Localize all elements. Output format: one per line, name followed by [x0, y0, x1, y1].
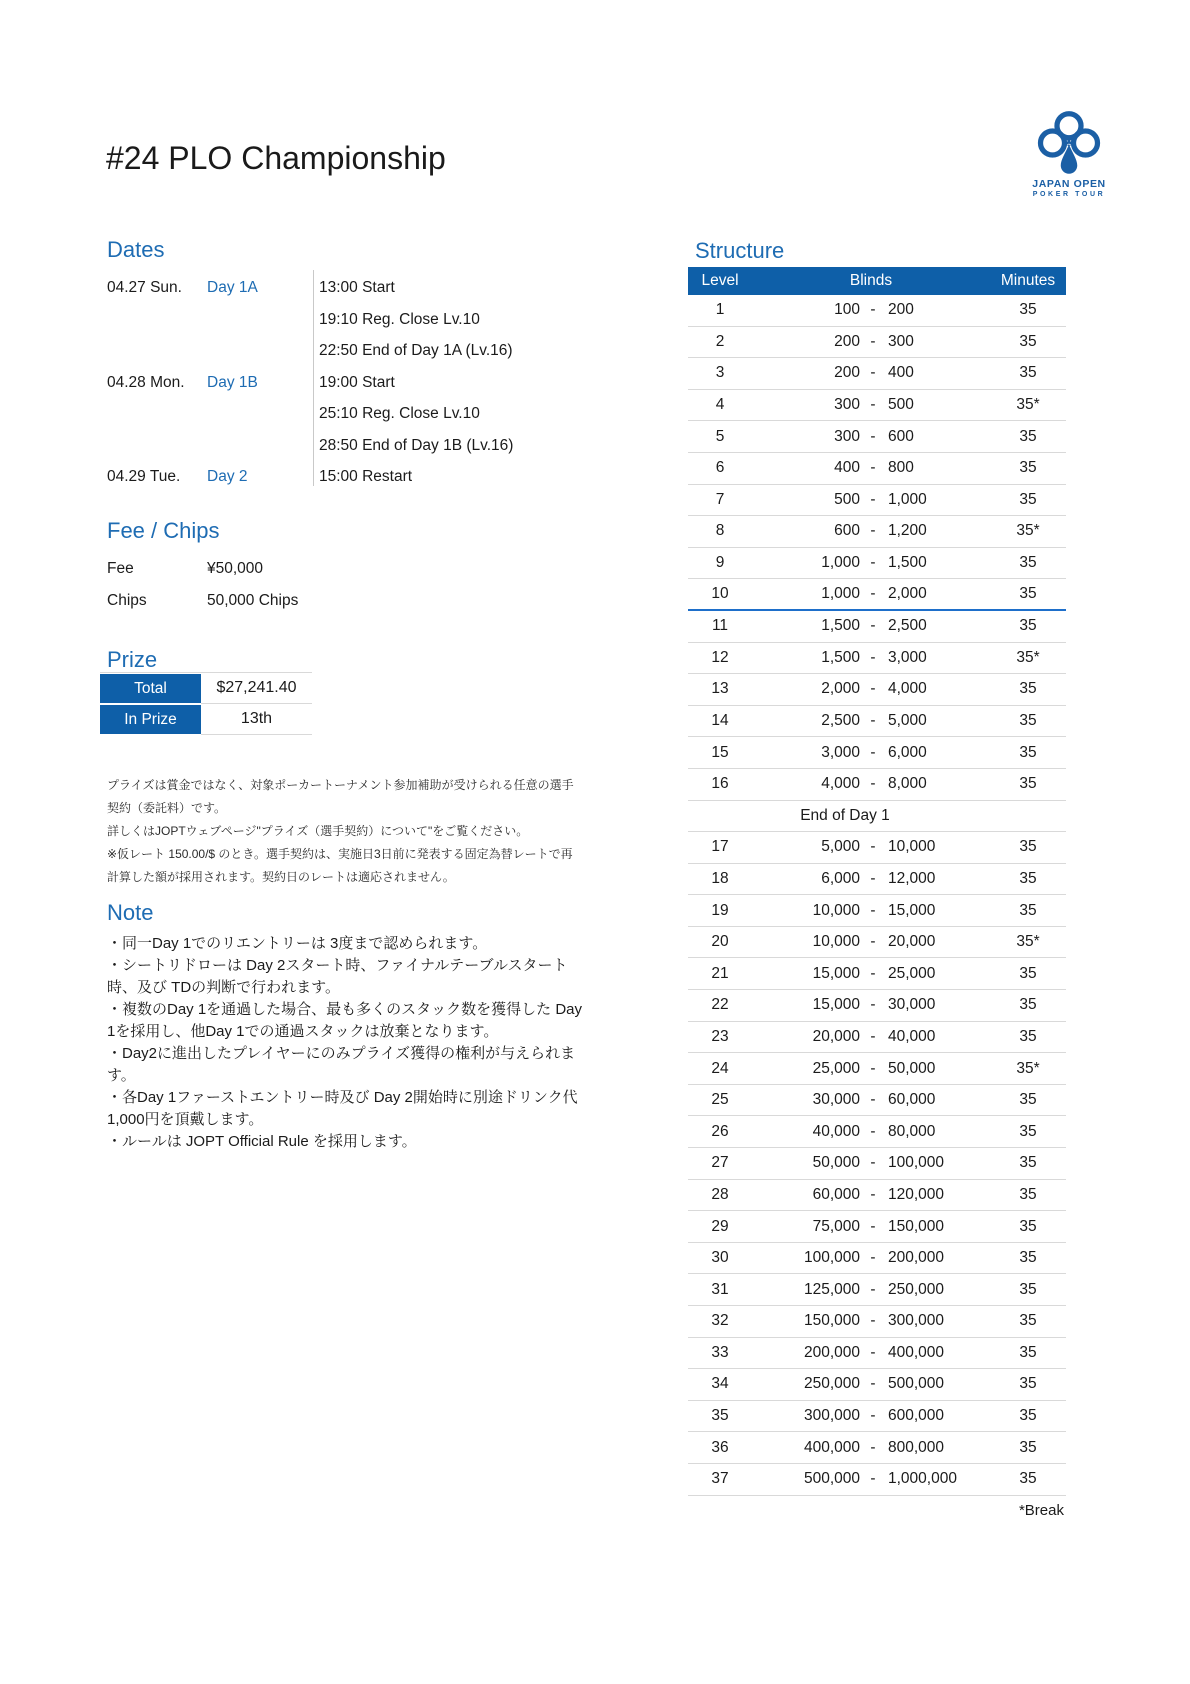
prize-value: 13th — [201, 704, 312, 735]
blind-separator: - — [870, 1217, 876, 1235]
blind-separator: - — [870, 838, 876, 856]
big-blind-cell: 200 — [888, 301, 914, 319]
level-cell: 27 — [711, 1154, 729, 1172]
prize-note-line: 詳しくはJOPTウェブページ"プライズ（選手契約）について"をご覧ください。 — [107, 824, 529, 838]
blind-separator: - — [870, 617, 876, 635]
structure-row — [688, 1274, 1066, 1306]
note-item: ・シートリドローは Day 2スタート時、ファイナルテーブルスタート時、及び TDの判断で行われます。 — [107, 957, 568, 996]
prize-value: $27,241.40 — [201, 673, 312, 704]
blind-separator: - — [870, 712, 876, 730]
structure-row — [688, 769, 1066, 801]
structure-row — [688, 1180, 1066, 1212]
minutes-cell: 35* — [1016, 396, 1040, 414]
times-cell — [313, 461, 412, 493]
big-blind-cell: 800 — [888, 459, 914, 477]
dates-section — [100, 238, 580, 493]
fee-value: ¥50,000 — [207, 560, 264, 577]
structure-row — [688, 516, 1066, 548]
small-blind-cell: 10,000 — [812, 933, 860, 951]
minutes-cell: 35 — [1019, 427, 1037, 445]
small-blind-cell: 4,000 — [821, 775, 860, 793]
blind-separator: - — [870, 1438, 876, 1456]
big-blind-cell: 12,000 — [888, 869, 936, 887]
level-cell: 36 — [711, 1438, 729, 1456]
structure-row — [688, 1243, 1066, 1275]
page-title: #24 PLO Championship — [106, 140, 446, 176]
minutes-cell: 35 — [1019, 680, 1037, 698]
small-blind-cell: 250,000 — [803, 1375, 860, 1393]
level-cell: 11 — [711, 617, 729, 635]
minutes-cell: 35 — [1019, 712, 1037, 730]
structure-row — [688, 1211, 1066, 1243]
level-cell: 35 — [711, 1407, 729, 1425]
prize-label: Total — [100, 674, 201, 703]
structure-row — [688, 1022, 1066, 1054]
jopt-logo — [1024, 110, 1114, 198]
minutes-cell: 35 — [1019, 1407, 1037, 1425]
level-cell: 18 — [711, 869, 729, 887]
big-blind-cell: 40,000 — [888, 1027, 936, 1045]
big-blind-cell: 400 — [888, 364, 914, 382]
blind-separator: - — [870, 490, 876, 508]
minutes-cell: 35 — [1019, 1217, 1037, 1235]
blind-separator: - — [870, 554, 876, 572]
structure-row — [688, 832, 1066, 864]
day-label: Day 1B — [207, 373, 258, 391]
big-blind-cell: 1,000,000 — [888, 1470, 957, 1488]
structure-row — [688, 579, 1066, 611]
structure-row — [688, 1401, 1066, 1433]
big-blind-cell: 4,000 — [888, 680, 927, 698]
big-blind-cell: 10,000 — [888, 838, 936, 856]
small-blind-cell: 60,000 — [812, 1185, 860, 1203]
level-cell: 15 — [711, 743, 729, 761]
structure-row — [688, 1369, 1066, 1401]
small-blind-cell: 125,000 — [803, 1280, 860, 1298]
structure-row — [688, 990, 1066, 1022]
minutes-cell: 35 — [1019, 364, 1037, 382]
blind-separator: - — [870, 743, 876, 761]
blind-separator: - — [870, 396, 876, 414]
blind-separator: - — [870, 1122, 876, 1140]
minutes-cell: 35 — [1019, 554, 1037, 572]
blind-separator: - — [870, 1185, 876, 1203]
small-blind-cell: 600 — [834, 522, 860, 540]
big-blind-cell: 500,000 — [888, 1375, 945, 1393]
level-cell: 33 — [711, 1343, 729, 1361]
level-cell: 21 — [711, 964, 729, 982]
time-line: 13:00 Start — [319, 279, 395, 296]
big-blind-cell: 600,000 — [888, 1407, 945, 1425]
blind-separator: - — [870, 1059, 876, 1077]
note-item: ・各Day 1ファーストエントリー時及び Day 2開始時に別途ドリンク代 1,000円を頂戴します。 — [107, 1089, 578, 1128]
blind-separator: - — [870, 427, 876, 445]
prize-section — [100, 648, 580, 735]
small-blind-cell: 2,500 — [821, 712, 860, 730]
level-cell: 4 — [715, 396, 725, 414]
minutes-cell: 35 — [1019, 1249, 1037, 1267]
big-blind-cell: 800,000 — [888, 1438, 945, 1456]
minutes-cell: 35 — [1019, 1470, 1037, 1488]
level-cell: 5 — [715, 427, 725, 445]
minutes-cell: 35 — [1019, 490, 1037, 508]
structure-table-header — [688, 267, 1066, 295]
structure-row — [688, 453, 1066, 485]
minutes-cell: 35 — [1019, 1185, 1037, 1203]
dates-heading: Dates — [107, 237, 165, 262]
big-blind-cell: 300,000 — [888, 1312, 945, 1330]
big-blind-cell: 1,000 — [888, 490, 927, 508]
structure-row — [688, 548, 1066, 580]
prize-note-line: プライズは賞金ではなく、対象ポーカートーナメント参加補助が受けられる任意の選手契約（委託料）です。 — [107, 778, 574, 815]
blind-separator: - — [870, 1343, 876, 1361]
structure-row — [688, 864, 1066, 896]
minutes-cell: 35 — [1019, 301, 1037, 319]
blind-separator: - — [870, 1091, 876, 1109]
small-blind-cell: 200,000 — [803, 1343, 860, 1361]
logo-text-line1: JAPAN OPEN — [1032, 178, 1106, 190]
minutes-column-header: Minutes — [1000, 272, 1056, 289]
club-logo-icon — [1031, 110, 1107, 176]
minutes-cell: 35* — [1016, 933, 1040, 951]
big-blind-cell: 2,000 — [888, 585, 927, 603]
level-cell: 22 — [711, 996, 729, 1014]
blind-separator: - — [870, 901, 876, 919]
big-blind-cell: 60,000 — [888, 1091, 936, 1109]
level-cell: 20 — [711, 933, 729, 951]
time-line: 22:50 End of Day 1A (Lv.16) — [319, 342, 513, 359]
small-blind-cell: 1,000 — [821, 554, 860, 572]
small-blind-cell: 15,000 — [812, 996, 860, 1014]
level-column-header: Level — [701, 272, 739, 289]
level-cell: 6 — [715, 459, 725, 477]
date-row — [100, 272, 580, 367]
dates-table — [100, 272, 580, 493]
times-cell — [313, 367, 513, 462]
big-blind-cell: 120,000 — [888, 1185, 945, 1203]
blind-separator: - — [870, 996, 876, 1014]
level-cell: 14 — [711, 712, 729, 730]
note-item: ・ルールは JOPT Official Rule を採用します。 — [107, 1133, 417, 1150]
structure-row — [688, 674, 1066, 706]
big-blind-cell: 300 — [888, 332, 914, 350]
level-cell: 1 — [715, 301, 725, 319]
time-line: 25:10 Reg. Close Lv.10 — [319, 405, 480, 422]
end-of-day-label: End of Day 1 — [800, 806, 890, 824]
blind-separator: - — [870, 459, 876, 477]
level-cell: 37 — [711, 1470, 729, 1488]
level-cell: 23 — [711, 1027, 729, 1045]
note-section — [100, 901, 586, 1153]
small-blind-cell: 40,000 — [812, 1122, 860, 1140]
blind-separator: - — [870, 1154, 876, 1172]
note-list — [100, 933, 586, 1153]
blind-separator: - — [870, 1280, 876, 1298]
structure-row — [688, 1116, 1066, 1148]
blind-separator: - — [870, 775, 876, 793]
level-cell: 8 — [715, 522, 725, 540]
prize-row — [100, 673, 312, 704]
date-cell: 04.27 Sun. — [107, 279, 182, 296]
times-cell — [313, 272, 513, 367]
minutes-cell: 35 — [1019, 1343, 1037, 1361]
big-blind-cell: 400,000 — [888, 1343, 945, 1361]
structure-row — [688, 643, 1066, 675]
fee-chips-section — [100, 519, 580, 617]
small-blind-cell: 100,000 — [803, 1249, 860, 1267]
level-cell: 9 — [715, 554, 725, 572]
blind-separator: - — [870, 1312, 876, 1330]
big-blind-cell: 80,000 — [888, 1122, 936, 1140]
structure-end-of-day-row — [688, 801, 1066, 833]
small-blind-cell: 500 — [834, 490, 860, 508]
prize-heading: Prize — [107, 647, 158, 672]
level-cell: 29 — [711, 1217, 729, 1235]
prize-disclaimer — [100, 774, 581, 889]
big-blind-cell: 200,000 — [888, 1249, 945, 1267]
structure-row — [688, 1053, 1066, 1085]
fee-label: Fee — [107, 560, 134, 577]
minutes-cell: 35 — [1019, 459, 1037, 477]
level-cell: 16 — [711, 775, 729, 793]
structure-row — [688, 295, 1066, 327]
fee-row — [100, 553, 580, 585]
structure-row — [688, 1148, 1066, 1180]
minutes-cell: 35 — [1019, 585, 1037, 603]
blind-separator: - — [870, 522, 876, 540]
big-blind-cell: 2,500 — [888, 617, 927, 635]
small-blind-cell: 200 — [834, 332, 860, 350]
small-blind-cell: 200 — [834, 364, 860, 382]
level-cell: 7 — [715, 490, 725, 508]
note-heading: Note — [107, 900, 154, 925]
blind-separator: - — [870, 648, 876, 666]
svg-text:♣: ♣ — [1065, 137, 1073, 149]
big-blind-cell: 250,000 — [888, 1280, 945, 1298]
small-blind-cell: 3,000 — [821, 743, 860, 761]
big-blind-cell: 8,000 — [888, 775, 927, 793]
blind-separator: - — [870, 1027, 876, 1045]
big-blind-cell: 5,000 — [888, 712, 927, 730]
big-blind-cell: 25,000 — [888, 964, 936, 982]
minutes-cell: 35 — [1019, 901, 1037, 919]
structure-row — [688, 706, 1066, 738]
small-blind-cell: 100 — [834, 301, 860, 319]
minutes-cell: 35 — [1019, 838, 1037, 856]
time-line: 19:10 Reg. Close Lv.10 — [319, 310, 480, 328]
day-label: Day 2 — [207, 468, 248, 485]
minutes-cell: 35 — [1019, 1154, 1037, 1172]
blind-separator: - — [870, 1375, 876, 1393]
structure-row — [688, 927, 1066, 959]
fee-label: Chips — [107, 592, 147, 609]
structure-row — [688, 1432, 1066, 1464]
big-blind-cell: 50,000 — [888, 1059, 936, 1077]
structure-heading: Structure — [695, 238, 785, 263]
level-cell: 26 — [711, 1122, 729, 1140]
small-blind-cell: 2,000 — [821, 680, 860, 698]
note-item: ・同一Day 1でのリエントリーは 3度まで認められます。 — [107, 935, 488, 952]
dates-divider — [313, 270, 314, 486]
level-cell: 25 — [711, 1091, 729, 1109]
fee-value: 50,000 Chips — [207, 592, 299, 609]
date-cell: 04.28 Mon. — [107, 373, 185, 391]
minutes-cell: 35 — [1019, 775, 1037, 793]
blind-separator: - — [870, 1470, 876, 1488]
level-cell: 34 — [711, 1375, 729, 1393]
small-blind-cell: 1,500 — [821, 617, 860, 635]
level-cell: 10 — [711, 585, 729, 603]
small-blind-cell: 1,500 — [821, 648, 860, 666]
structure-row — [688, 737, 1066, 769]
level-cell: 12 — [711, 648, 729, 666]
time-line: 19:00 Start — [319, 373, 395, 391]
break-footnote: *Break — [1018, 1501, 1064, 1519]
minutes-cell: 35 — [1019, 1122, 1037, 1140]
small-blind-cell: 15,000 — [812, 964, 860, 982]
structure-row — [688, 895, 1066, 927]
big-blind-cell: 30,000 — [888, 996, 936, 1014]
big-blind-cell: 150,000 — [888, 1217, 945, 1235]
big-blind-cell: 20,000 — [888, 933, 936, 951]
small-blind-cell: 6,000 — [821, 869, 860, 887]
logo-text-line2: POKER TOUR — [1032, 191, 1106, 198]
date-cell: 04.29 Tue. — [107, 468, 181, 485]
big-blind-cell: 600 — [888, 427, 914, 445]
structure-section — [688, 239, 1066, 1519]
structure-row — [688, 421, 1066, 453]
minutes-cell: 35* — [1016, 648, 1040, 666]
minutes-cell: 35* — [1016, 1059, 1040, 1077]
blind-separator: - — [870, 364, 876, 382]
small-blind-cell: 300 — [834, 396, 860, 414]
note-item: ・Day2に進出したプレイヤーにのみプライズ獲得の権利が与えられます。 — [107, 1045, 576, 1084]
minutes-cell: 35* — [1016, 522, 1040, 540]
small-blind-cell: 30,000 — [812, 1091, 860, 1109]
blind-separator: - — [870, 869, 876, 887]
minutes-cell: 35 — [1019, 1438, 1037, 1456]
big-blind-cell: 1,500 — [888, 554, 927, 572]
blind-separator: - — [870, 301, 876, 319]
prize-table — [100, 672, 312, 735]
prize-label: In Prize — [100, 705, 201, 734]
minutes-cell: 35 — [1019, 1375, 1037, 1393]
minutes-cell: 35 — [1019, 996, 1037, 1014]
level-cell: 3 — [715, 364, 725, 382]
blind-separator: - — [870, 680, 876, 698]
small-blind-cell: 10,000 — [812, 901, 860, 919]
level-cell: 13 — [711, 680, 729, 698]
minutes-cell: 35 — [1019, 964, 1037, 982]
big-blind-cell: 15,000 — [888, 901, 936, 919]
minutes-cell: 35 — [1019, 1027, 1037, 1045]
date-row — [100, 461, 580, 493]
level-cell: 2 — [715, 332, 725, 350]
level-cell: 19 — [711, 901, 729, 919]
prize-note-line: ※仮レート 150.00/$ のとき。選手契約は、実施日3日前に発表する固定為替レートで再計算した額が採用されます。契約日のレートは適応されません。 — [107, 847, 573, 884]
level-cell: 31 — [711, 1280, 729, 1298]
small-blind-cell: 50,000 — [812, 1154, 860, 1172]
structure-row — [688, 485, 1066, 517]
big-blind-cell: 3,000 — [888, 648, 927, 666]
blind-separator: - — [870, 332, 876, 350]
minutes-cell: 35 — [1019, 1091, 1037, 1109]
small-blind-cell: 400 — [834, 459, 860, 477]
small-blind-cell: 25,000 — [812, 1059, 860, 1077]
structure-table-body — [688, 295, 1066, 1496]
structure-row — [688, 327, 1066, 359]
structure-row — [688, 611, 1066, 643]
minutes-cell: 35 — [1019, 869, 1037, 887]
small-blind-cell: 150,000 — [803, 1312, 860, 1330]
big-blind-cell: 6,000 — [888, 743, 927, 761]
small-blind-cell: 75,000 — [812, 1217, 860, 1235]
structure-row — [688, 1085, 1066, 1117]
small-blind-cell: 5,000 — [821, 838, 860, 856]
blind-separator: - — [870, 585, 876, 603]
small-blind-cell: 300 — [834, 427, 860, 445]
blind-separator: - — [870, 1407, 876, 1425]
date-row — [100, 367, 580, 462]
time-line: 28:50 End of Day 1B (Lv.16) — [319, 436, 514, 454]
level-cell: 32 — [711, 1312, 729, 1330]
day-label: Day 1A — [207, 279, 258, 296]
level-cell: 17 — [711, 838, 729, 856]
minutes-cell: 35 — [1019, 332, 1037, 350]
prize-row — [100, 704, 312, 735]
small-blind-cell: 400,000 — [803, 1438, 860, 1456]
level-cell: 30 — [711, 1249, 729, 1267]
small-blind-cell: 1,000 — [821, 585, 860, 603]
level-cell: 24 — [711, 1059, 729, 1077]
big-blind-cell: 500 — [888, 396, 914, 414]
blinds-column-header: Blinds — [849, 272, 893, 289]
structure-row — [688, 390, 1066, 422]
fee-row — [100, 585, 580, 617]
structure-row — [688, 958, 1066, 990]
small-blind-cell: 500,000 — [803, 1470, 860, 1488]
fee-chips-table — [100, 553, 580, 617]
minutes-cell: 35 — [1019, 743, 1037, 761]
fee-chips-heading: Fee / Chips — [107, 518, 220, 543]
note-item: ・複数のDay 1を通過した場合、最も多くのスタック数を獲得した Day 1を採用し、他Day 1での通過スタックは放棄となります。 — [107, 1001, 583, 1040]
blind-separator: - — [870, 1249, 876, 1267]
structure-row — [688, 1464, 1066, 1496]
minutes-cell: 35 — [1019, 617, 1037, 635]
small-blind-cell: 300,000 — [803, 1407, 860, 1425]
structure-row — [688, 1306, 1066, 1338]
minutes-cell: 35 — [1019, 1312, 1037, 1330]
big-blind-cell: 1,200 — [888, 522, 927, 540]
big-blind-cell: 100,000 — [888, 1154, 945, 1172]
blind-separator: - — [870, 933, 876, 951]
structure-row — [688, 1338, 1066, 1370]
small-blind-cell: 20,000 — [812, 1027, 860, 1045]
structure-row — [688, 358, 1066, 390]
time-line: 15:00 Restart — [319, 468, 413, 485]
level-cell: 28 — [711, 1185, 729, 1203]
minutes-cell: 35 — [1019, 1280, 1037, 1298]
blind-separator: - — [870, 964, 876, 982]
